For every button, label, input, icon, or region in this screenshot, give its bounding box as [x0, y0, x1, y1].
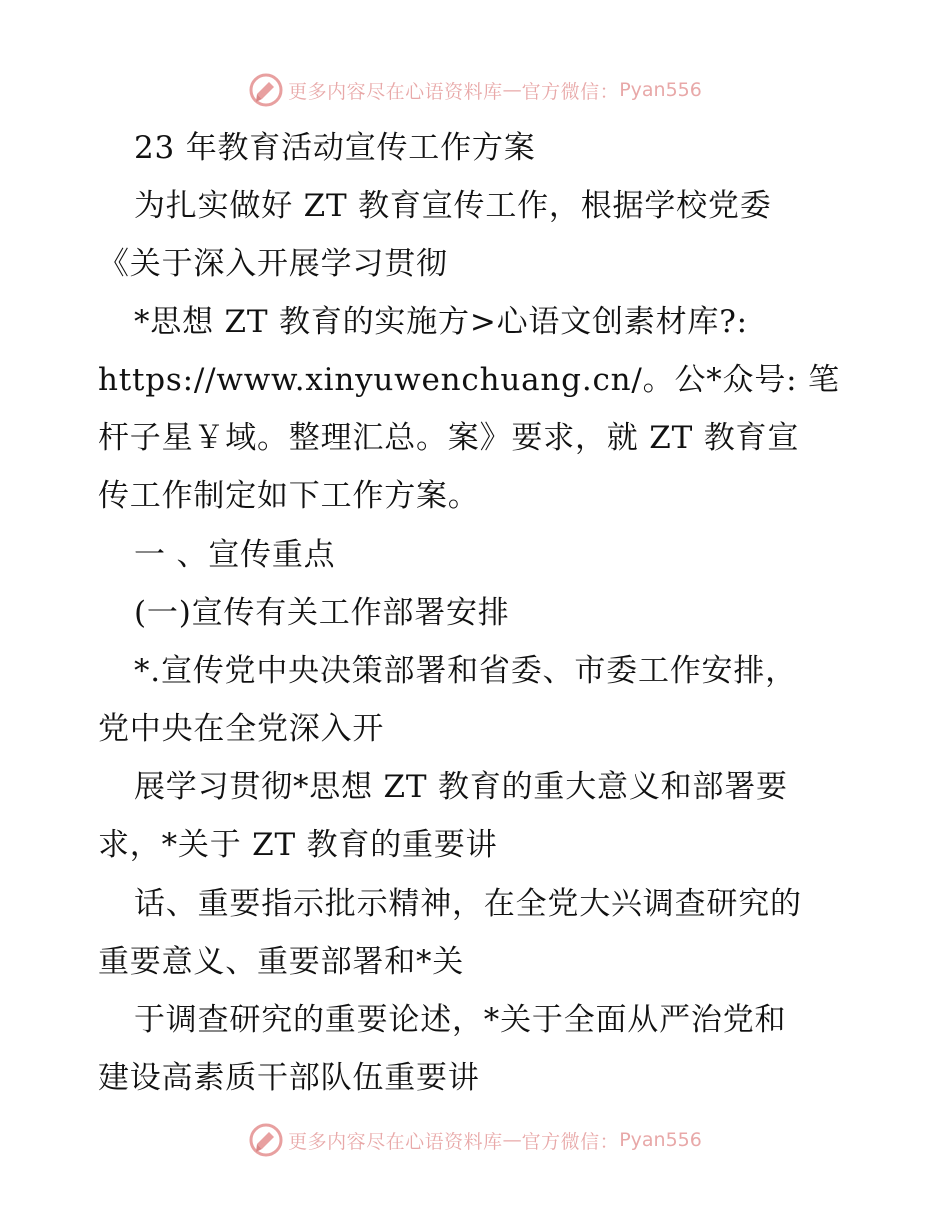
text-line: https://www.xinyuwenchuang.cn/。公*众号: 笔: [98, 362, 840, 398]
document-title: 23 年教育活动宣传工作方案: [134, 130, 536, 166]
text-line: *.宣传党中央决策部署和省委、市委工作安排，: [134, 653, 797, 689]
subsection-heading: (一)宣传有关工作部署安排: [134, 595, 510, 631]
text-line: 杆子星￥域。整理汇总。案》要求，就 ZT 教育宣: [98, 420, 800, 456]
watermark-wechat-id: Pyan556: [619, 1129, 702, 1151]
watermark-separator: —: [502, 79, 522, 101]
text-line: 求，*关于 ZT 教育的重要讲: [98, 827, 498, 863]
text-line: 《关于深入开展学习贯彻: [98, 246, 448, 282]
watermark-site-text: 更多内容尽在心语资料库: [288, 1130, 503, 1153]
text-line: 为扎实做好 ZT 教育宣传工作，根据学校党委: [134, 188, 772, 224]
watermark-banner-top: [0, 68, 950, 112]
watermark-separator: —: [502, 1129, 522, 1151]
watermark-wechat-label: 官方微信：: [521, 80, 620, 103]
text-line: 展学习贯彻*思想 ZT 教育的重大意义和部署要: [134, 769, 788, 805]
watermark-banner-bottom: [0, 1118, 950, 1162]
text-line: 话、重要指示批示精神，在全党大兴调查研究的: [134, 886, 802, 922]
watermark-wechat-label: 官方微信：: [521, 1130, 620, 1153]
text-line: 建设高素质干部队伍重要讲: [98, 1060, 480, 1096]
text-line: 重要意义、重要部署和*关: [98, 944, 465, 980]
watermark-site-text: 更多内容尽在心语资料库: [288, 80, 503, 103]
text-line: *思想 ZT 教育的实施方>心语文创素材库?:: [134, 304, 748, 340]
text-line: 传工作制定如下工作方案。: [98, 478, 480, 514]
watermark-wechat-id: Pyan556: [619, 79, 702, 101]
text-line: 于调查研究的重要论述，*关于全面从严治党和: [134, 1002, 787, 1038]
text-line: 党中央在全党深入开: [98, 711, 385, 747]
section-heading: 一 、宣传重点: [134, 537, 336, 573]
brand-logo-icon: [248, 72, 284, 108]
brand-logo-icon: [248, 1122, 284, 1158]
